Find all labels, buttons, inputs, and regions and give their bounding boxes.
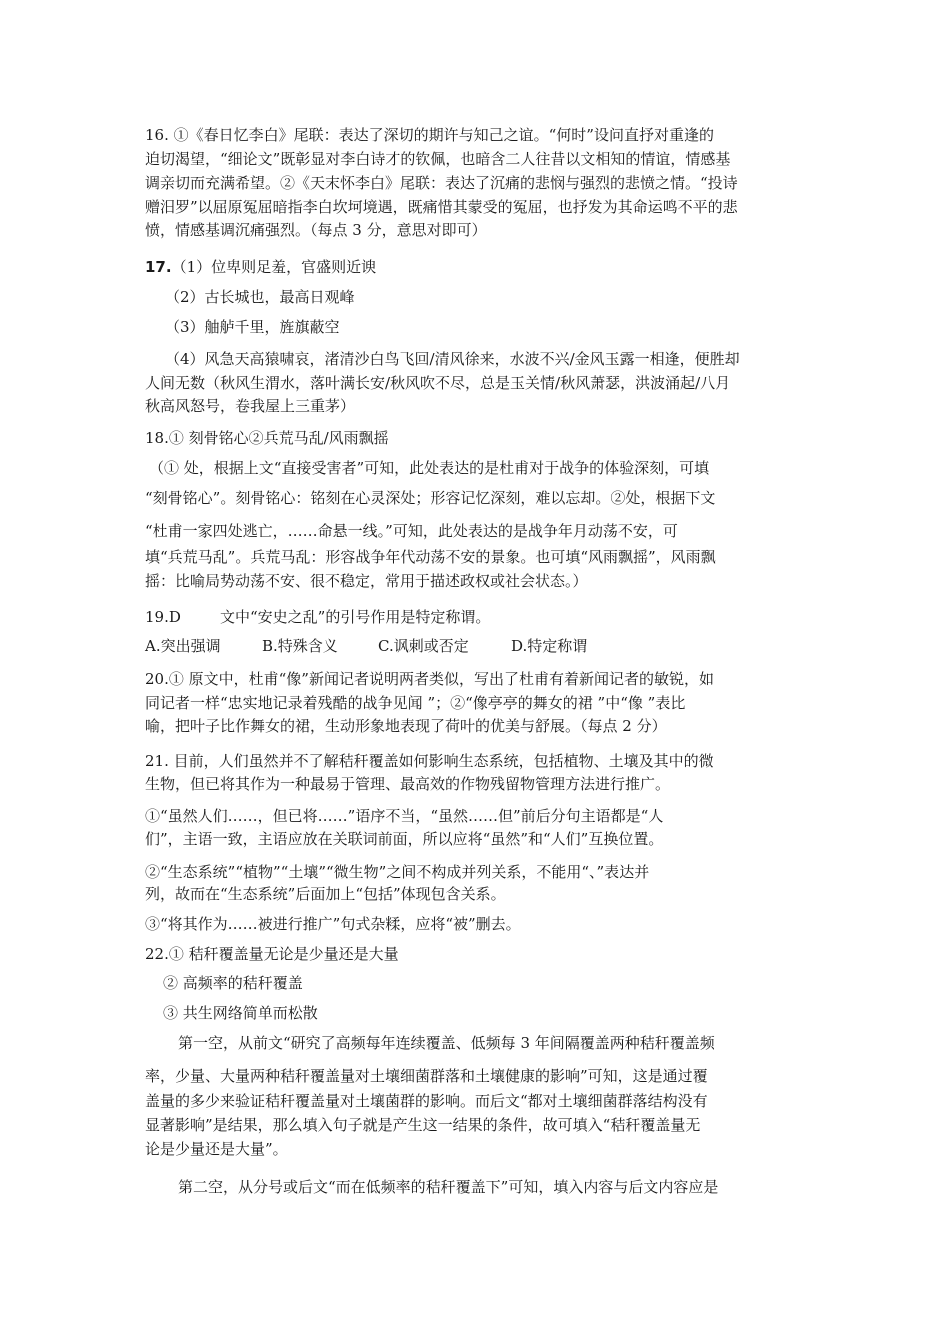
q16-line: 赠汨罗”以屈原冤屈暗指李白坎坷境遇，既痛惜其蒙受的冤屈，也抒发为其命运鸣不平的悲: [145, 198, 738, 216]
q16-line: 愤，情感基调沉痛强烈。（每点 3 分，意思对即可）: [145, 221, 487, 239]
q21-point-1: 们”，主语一致，主语应放在关联词前面，所以应将“虽然”和“人们”互换位置。: [145, 830, 664, 848]
q22-answer-2: ② 高频率的秸秆覆盖: [163, 974, 303, 992]
q22-paragraph-2: 第二空，从分号或后文“而在低频率的秸秆覆盖下”可知，填入内容与后文内容应是: [178, 1178, 719, 1196]
q17-answer-4: 秋高风怒号，卷我屋上三重茅）: [145, 397, 356, 415]
q20-line: 同记者一样“忠实地记录着残酷的战争见闻 ”；②“像亭亭的舞女的裙 ”中“像 ”表比: [145, 694, 686, 712]
q17-answer-2: （2）古长城也，最高日观峰: [165, 288, 355, 306]
q17-answer-3: （3）舳舻千里，旌旗蔽空: [165, 318, 340, 336]
q19-explain: 文中“安史之乱”的引号作用是特定称谓。: [220, 608, 491, 626]
q18-explain-line: “杜甫一家四处逃亡，……命悬一线。”可知，此处表达的是战争年月动荡不安，可: [145, 522, 678, 540]
q16-line: 迫切渴望，“细论文”既彰显对李白诗才的钦佩，也暗含二人往昔以文相知的情谊，情感基: [145, 150, 731, 168]
q18-explain-line: “刻骨铭心”。刻骨铭心：铭刻在心灵深处；形容记忆深刻，难以忘却。②处，根据下文: [145, 489, 716, 507]
q18-explain-line: （① 处，根据上文“直接受害者”可知，此处表达的是杜甫对于战争的体验深刻，可填: [149, 459, 710, 477]
q18-answer: 18.① 刻骨铭心②兵荒马乱/风雨飘摇: [145, 429, 389, 447]
q17-answer-4: 人间无数（秋风生渭水，落叶满长安/秋风吹不尽，总是玉关情/秋风萧瑟，洪波涌起/八月: [145, 374, 731, 392]
q19-option-c: C.讽刺或否定: [378, 637, 469, 655]
q19-option-a: A.突出强调: [145, 637, 221, 655]
q19-answer: 19.D: [145, 608, 181, 626]
q17-number: 17.: [145, 258, 172, 276]
q21-answer-line: 生物，但已将其作为一种最易于管理、最高效的作物残留物管理方法进行推广。: [145, 775, 671, 793]
q21-point-3: ③“将其作为……被进行推广”句式杂糅，应将“被”删去。: [145, 915, 521, 933]
q16-line: 16. ①《春日忆李白》尾联：表达了深切的期许与知己之谊。“何时”设问直抒对重逢的: [145, 126, 714, 144]
q22-paragraph-1: 率，少量、大量两种秸秆覆盖量对土壤细菌群落和土壤健康的影响”可知，这是通过覆: [145, 1067, 708, 1085]
q17-answer-4: （4）风急天高猿啸哀，渚清沙白鸟飞回/清风徐来，水波不兴/金风玉露一相逢，便胜却: [165, 350, 740, 368]
q18-explain-line: 摇：比喻局势动荡不安、很不稳定，常用于描述政权或社会状态。）: [145, 572, 588, 590]
q16-line: 调亲切而充满希望。②《天末怀李白》尾联：表达了沉痛的悲悯与强烈的悲愤之情。“投诗: [145, 174, 738, 192]
q22-paragraph-1: 第一空，从前文“研究了高频每年连续覆盖、低频每 3 年间隔覆盖两种秸秆覆盖频: [178, 1034, 715, 1052]
q22-answer-1: 22.① 秸秆覆盖量无论是少量还是大量: [145, 945, 399, 963]
q18-explain-line: 填“兵荒马乱”。兵荒马乱：形容战争年代动荡不安的景象。也可填“风雨飘摇”，风雨飘: [145, 548, 716, 566]
q19-option-b: B.特殊含义: [262, 637, 338, 655]
q21-answer-line: 21. 目前，人们虽然并不了解秸秆覆盖如何影响生态系统，包括植物、土壤及其中的微: [145, 752, 714, 770]
q22-paragraph-1: 盖量的多少来验证秸秆覆盖量对土壤菌群的影响。而后文“都对土壤细菌群落结构没有: [145, 1092, 708, 1110]
q21-point-2: ②“生态系统”“植物”“土壤”“微生物”之间不构成并列关系，不能用“、”表达并: [145, 863, 650, 881]
q20-line: 20.① 原文中，杜甫“像”新闻记者说明两者类似，写出了杜甫有着新闻记者的敏锐，如: [145, 670, 714, 688]
q21-point-1: ①“虽然人们……，但已将……”语序不当，“虽然……但”前后分句主语都是“人: [145, 807, 664, 825]
q22-paragraph-1: 显著影响”是结果，那么填入句子就是产生这一结果的条件，故可填入“秸秆覆盖量无: [145, 1116, 701, 1134]
q22-paragraph-1: 论是少量还是大量”。: [145, 1140, 288, 1158]
q22-answer-3: ③ 共生网络简单而松散: [163, 1004, 318, 1022]
q19-option-d: D.特定称谓: [511, 637, 588, 655]
q20-line: 喻，把叶子比作舞女的裙，生动形象地表现了荷叶的优美与舒展。（每点 2 分）: [145, 717, 667, 735]
q17-answer-1: 17.（1）位卑则足羞，官盛则近谀: [145, 258, 377, 276]
q21-point-2: 列，故而在“生态系统”后面加上“包括”体现包含关系。: [145, 885, 506, 903]
